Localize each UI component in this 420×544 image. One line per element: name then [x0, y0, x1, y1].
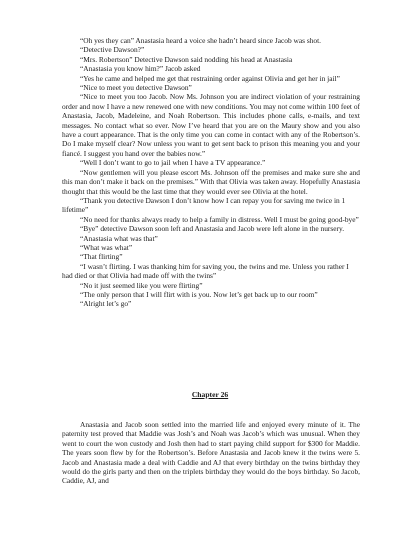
paragraph: “I wasn’t flirting. I was thanking him for saving you, the twins and me. Unless you rather I had died or that Olivia had made off with the twins”: [62, 261, 349, 281]
paragraph: “Anastasia what was that”: [80, 233, 158, 243]
paragraph: “Detective Dawson?”: [80, 45, 145, 55]
paragraph: Anastasia and Jacob soon settled into the married life and enjoyed every minute of it. The paternity test proved that Maddie was Josh’s and Noah was Jacob’s which was unusual. When they went to court the won custody and Josh then had to start paying child support for $300 for Maddie. The years soon flew by for the Robertson’s. Before Anastasia and Jacob knew it the twins were 5. Jacob and Anastasia made a deal with Caddie and AJ that every birthday on the twins birthday they would do the girls party and then on the triplets birthday they would do the boys birthday. So Jacob, Caddie, AJ, and: [62, 420, 360, 486]
paragraph: “The only person that I will flirt with is you. Now let’s get back up to our room”: [80, 289, 318, 299]
paragraph: “Nice to meet you detective Dawson”: [80, 83, 192, 93]
chapter-text: [62, 420, 360, 486]
paragraph: “No need for thanks always ready to help a family in distress. Well I must be going good-bye”: [80, 214, 359, 224]
paragraph: “That flirting”: [80, 252, 123, 262]
paragraph: “Thank you detective Dawson I don’t know how I can repay you for saving me twice in 1 lifetime”: [62, 195, 346, 215]
paragraph: “Alright let’s go”: [80, 299, 132, 309]
paragraph: “Oh yes they can” Anastasia heard a voice she hadn’t heard since Jacob was shot.: [80, 36, 321, 45]
paragraph: “Anastasia you know him?” Jacob asked: [80, 64, 201, 74]
paragraph: “No it just seemed like you were flirting”: [80, 280, 203, 290]
paragraph: “What was what”: [80, 242, 133, 252]
chapter-heading: Chapter 26: [191, 390, 229, 399]
story-text: [62, 36, 360, 309]
paragraph: “Now gentlemen will you please escort Ms. Johnson off the premises and make sure she and this man don’t make it back on the premises.” With that Olivia was taken away. Hopefully Anastasia thought that this would be the last time that they would ever see Olivia at the hotel.: [62, 167, 360, 196]
paragraph: “Nice to meet you too Jacob. Now Ms. Johnson you are indirect violation of your restraining order and now I have a new renewed one with new conditions. You may not come within 100 feet of Anastasia, Jacob, Madeleine, and Noah Robertson. This includes phone calls, e-mails, and text messages. No contact what so ever. Now I’ve heard that you are on the Maury show and you also have a court appearance. That is the only time you can come in contact with any of the Robertson’s. Do I make myself clear? Now unless you want to get sent back to prison this meaning you and your fiancé. I suggest you hand over the babies now.”: [62, 92, 360, 158]
paragraph: “Well I don’t want to go to jail when I have a TV appearance.”: [80, 158, 266, 168]
paragraph: “Yes he came and helped me get that restraining order against Olivia and get her in jail”: [80, 73, 340, 83]
paragraph: “Bye” detective Dawson soon left and Anastasia and Jacob were left alone in the nursery.: [80, 224, 345, 234]
paragraph: “Mrs. Robertson” Detective Dawson said nodding his head at Anastasia: [80, 54, 293, 64]
